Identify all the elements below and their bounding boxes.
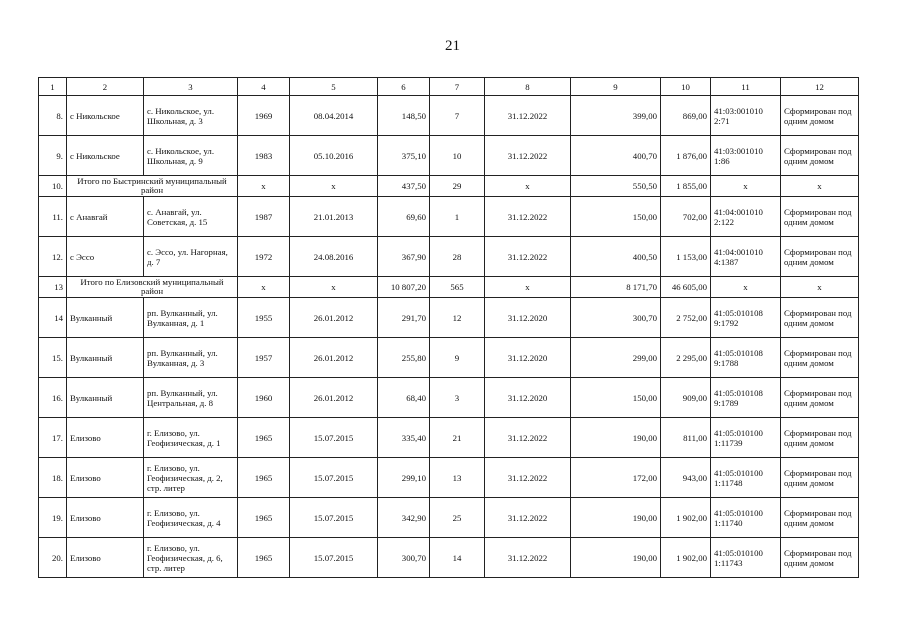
- cost-cell: 1 902,00: [661, 498, 711, 538]
- settlement-cell: Елизово: [67, 418, 144, 458]
- date-cell: 21.01.2013: [290, 197, 378, 237]
- address-cell: г. Елизово, ул. Геофизическая, д. 2, стр. литер: [144, 458, 238, 498]
- row-number-cell: 11.: [39, 197, 67, 237]
- area-cell: 342,90: [378, 498, 430, 538]
- settlement-cell: Елизово: [67, 538, 144, 578]
- year-cell: 1960: [238, 378, 290, 418]
- deadline-cell: 31.12.2020: [485, 298, 571, 338]
- date-cell: 26.01.2012: [290, 378, 378, 418]
- address-cell: г. Елизово, ул. Геофизическая, д. 4: [144, 498, 238, 538]
- address-cell: с. Никольское, ул. Школьная, д. 9: [144, 136, 238, 176]
- year-cell: 1955: [238, 298, 290, 338]
- status-cell: Сформирован под одним домом: [781, 237, 859, 277]
- status-cell: Сформирован под одним домом: [781, 197, 859, 237]
- status-cell: Сформирован под одним домом: [781, 136, 859, 176]
- year-cell: 1972: [238, 237, 290, 277]
- column-header: 8: [485, 78, 571, 96]
- cadastre-cell: 41:05:010100 1:11740: [711, 498, 781, 538]
- deadline-cell: 31.12.2022: [485, 498, 571, 538]
- area-cell: 335,40: [378, 418, 430, 458]
- column-header: 10: [661, 78, 711, 96]
- people-cell: 13: [430, 458, 485, 498]
- cadastre-cell: 41:05:010100 1:11748: [711, 458, 781, 498]
- settlement-cell: с Эссо: [67, 237, 144, 277]
- people-cell: 7: [430, 96, 485, 136]
- status-cell: х: [781, 176, 859, 197]
- people-cell: 14: [430, 538, 485, 578]
- year-cell: х: [238, 176, 290, 197]
- cost-cell: 702,00: [661, 197, 711, 237]
- row-number-cell: 12.: [39, 237, 67, 277]
- deadline-cell: 31.12.2022: [485, 538, 571, 578]
- settlement-cell: Вулканный: [67, 298, 144, 338]
- cost-cell: 1 153,00: [661, 237, 711, 277]
- year-cell: 1965: [238, 458, 290, 498]
- column-header: 2: [67, 78, 144, 96]
- housing-table: [38, 77, 859, 578]
- cadastre-cell: 41:05:010108 9:1788: [711, 338, 781, 378]
- deadline-cell: 31.12.2022: [485, 418, 571, 458]
- status-cell: Сформирован под одним домом: [781, 538, 859, 578]
- cost-cell: 943,00: [661, 458, 711, 498]
- cost-cell: 2 752,00: [661, 298, 711, 338]
- cost-cell: 909,00: [661, 378, 711, 418]
- area2-cell: 400,70: [571, 136, 661, 176]
- area2-cell: 190,00: [571, 538, 661, 578]
- settlement-cell: Вулканный: [67, 378, 144, 418]
- people-cell: 21: [430, 418, 485, 458]
- total-row: [39, 277, 859, 298]
- area-cell: 300,70: [378, 538, 430, 578]
- column-header: 3: [144, 78, 238, 96]
- column-header: 1: [39, 78, 67, 96]
- year-cell: 1965: [238, 538, 290, 578]
- row-number-cell: 16.: [39, 378, 67, 418]
- area2-cell: 172,00: [571, 458, 661, 498]
- status-cell: х: [781, 277, 859, 298]
- address-cell: с. Эссо, ул. Нагорная, д. 7: [144, 237, 238, 277]
- cost-cell: 869,00: [661, 96, 711, 136]
- row-number-cell: 13: [39, 277, 67, 298]
- deadline-cell: х: [485, 176, 571, 197]
- deadline-cell: 31.12.2020: [485, 378, 571, 418]
- settlement-cell: Елизово: [67, 458, 144, 498]
- area2-cell: 550,50: [571, 176, 661, 197]
- year-cell: 1969: [238, 96, 290, 136]
- status-cell: Сформирован под одним домом: [781, 338, 859, 378]
- cost-cell: 46 605,00: [661, 277, 711, 298]
- column-header: 7: [430, 78, 485, 96]
- people-cell: 9: [430, 338, 485, 378]
- year-cell: 1965: [238, 498, 290, 538]
- status-cell: Сформирован под одним домом: [781, 498, 859, 538]
- table-row: [39, 197, 859, 237]
- cadastre-cell: х: [711, 176, 781, 197]
- column-header: 4: [238, 78, 290, 96]
- deadline-cell: 31.12.2022: [485, 197, 571, 237]
- page-number: 21: [445, 38, 460, 54]
- column-header: 12: [781, 78, 859, 96]
- area-cell: 10 807,20: [378, 277, 430, 298]
- area2-cell: 299,00: [571, 338, 661, 378]
- year-cell: 1987: [238, 197, 290, 237]
- people-cell: 29: [430, 176, 485, 197]
- area-cell: 299,10: [378, 458, 430, 498]
- cadastre-cell: х: [711, 277, 781, 298]
- table-row: [39, 378, 859, 418]
- row-number-cell: 15.: [39, 338, 67, 378]
- row-number-cell: 18.: [39, 458, 67, 498]
- people-cell: 10: [430, 136, 485, 176]
- date-cell: 15.07.2015: [290, 458, 378, 498]
- date-cell: х: [290, 176, 378, 197]
- table-row: [39, 338, 859, 378]
- area-cell: 255,80: [378, 338, 430, 378]
- people-cell: 1: [430, 197, 485, 237]
- cost-cell: 2 295,00: [661, 338, 711, 378]
- address-cell: г. Елизово, ул. Геофизическая, д. 6, стр. литер: [144, 538, 238, 578]
- status-cell: Сформирован под одним домом: [781, 378, 859, 418]
- status-cell: Сформирован под одним домом: [781, 96, 859, 136]
- settlement-cell: с Никольское: [67, 96, 144, 136]
- table-row: [39, 237, 859, 277]
- deadline-cell: 31.12.2022: [485, 136, 571, 176]
- area-cell: 437,50: [378, 176, 430, 197]
- cadastre-cell: 41:05:010108 9:1792: [711, 298, 781, 338]
- cost-cell: 1 855,00: [661, 176, 711, 197]
- table-row: [39, 538, 859, 578]
- date-cell: 15.07.2015: [290, 538, 378, 578]
- area2-cell: 400,50: [571, 237, 661, 277]
- row-number-cell: 9.: [39, 136, 67, 176]
- cadastre-cell: 41:03:001010 1:86: [711, 136, 781, 176]
- deadline-cell: 31.12.2022: [485, 458, 571, 498]
- date-cell: 08.04.2014: [290, 96, 378, 136]
- table-body: [39, 78, 859, 578]
- deadline-cell: х: [485, 277, 571, 298]
- status-cell: Сформирован под одним домом: [781, 458, 859, 498]
- date-cell: 26.01.2012: [290, 298, 378, 338]
- cost-cell: 1 902,00: [661, 538, 711, 578]
- row-number-cell: 8.: [39, 96, 67, 136]
- date-cell: х: [290, 277, 378, 298]
- settlement-cell: Елизово: [67, 498, 144, 538]
- settlement-cell: Вулканный: [67, 338, 144, 378]
- column-header: 6: [378, 78, 430, 96]
- table-row: [39, 96, 859, 136]
- total-label-cell: Итого по Быстринский муниципальный район: [67, 176, 238, 197]
- address-cell: рп. Вулканный, ул. Вулканная, д. 3: [144, 338, 238, 378]
- deadline-cell: 31.12.2020: [485, 338, 571, 378]
- area2-cell: 399,00: [571, 96, 661, 136]
- row-number-cell: 19.: [39, 498, 67, 538]
- table-row: [39, 136, 859, 176]
- column-header: 11: [711, 78, 781, 96]
- area-cell: 68,40: [378, 378, 430, 418]
- year-cell: 1983: [238, 136, 290, 176]
- settlement-cell: с Анавгай: [67, 197, 144, 237]
- area-cell: 291,70: [378, 298, 430, 338]
- cadastre-cell: 41:04:001010 2:122: [711, 197, 781, 237]
- cost-cell: 1 876,00: [661, 136, 711, 176]
- year-cell: х: [238, 277, 290, 298]
- date-cell: 15.07.2015: [290, 498, 378, 538]
- cadastre-cell: 41:05:010100 1:11739: [711, 418, 781, 458]
- status-cell: Сформирован под одним домом: [781, 418, 859, 458]
- date-cell: 26.01.2012: [290, 338, 378, 378]
- table-row: [39, 298, 859, 338]
- area2-cell: 150,00: [571, 197, 661, 237]
- cadastre-cell: 41:03:001010 2:71: [711, 96, 781, 136]
- cost-cell: 811,00: [661, 418, 711, 458]
- area2-cell: 190,00: [571, 498, 661, 538]
- area-cell: 375,10: [378, 136, 430, 176]
- people-cell: 25: [430, 498, 485, 538]
- status-cell: Сформирован под одним домом: [781, 298, 859, 338]
- column-header: 5: [290, 78, 378, 96]
- cadastre-cell: 41:05:010100 1:11743: [711, 538, 781, 578]
- header-row: [39, 78, 859, 96]
- address-cell: рп. Вулканный, ул. Вулканная, д. 1: [144, 298, 238, 338]
- deadline-cell: 31.12.2022: [485, 96, 571, 136]
- table-row: [39, 458, 859, 498]
- address-cell: с. Анавгай, ул. Советская, д. 15: [144, 197, 238, 237]
- date-cell: 15.07.2015: [290, 418, 378, 458]
- table-row: [39, 498, 859, 538]
- cadastre-cell: 41:04:001010 4:1387: [711, 237, 781, 277]
- address-cell: с. Никольское, ул. Школьная, д. 3: [144, 96, 238, 136]
- row-number-cell: 10.: [39, 176, 67, 197]
- people-cell: 28: [430, 237, 485, 277]
- area-cell: 367,90: [378, 237, 430, 277]
- row-number-cell: 17.: [39, 418, 67, 458]
- area-cell: 69,60: [378, 197, 430, 237]
- people-cell: 565: [430, 277, 485, 298]
- address-cell: г. Елизово, ул. Геофизическая, д. 1: [144, 418, 238, 458]
- area2-cell: 8 171,70: [571, 277, 661, 298]
- cadastre-cell: 41:05:010108 9:1789: [711, 378, 781, 418]
- column-header: 9: [571, 78, 661, 96]
- year-cell: 1965: [238, 418, 290, 458]
- total-label-cell: Итого по Елизовский муниципальный район: [67, 277, 238, 298]
- people-cell: 3: [430, 378, 485, 418]
- deadline-cell: 31.12.2022: [485, 237, 571, 277]
- year-cell: 1957: [238, 338, 290, 378]
- area-cell: 148,50: [378, 96, 430, 136]
- row-number-cell: 20.: [39, 538, 67, 578]
- settlement-cell: с Никольское: [67, 136, 144, 176]
- area2-cell: 150,00: [571, 378, 661, 418]
- address-cell: рп. Вулканный, ул. Центральная, д. 8: [144, 378, 238, 418]
- people-cell: 12: [430, 298, 485, 338]
- total-row: [39, 176, 859, 197]
- area2-cell: 190,00: [571, 418, 661, 458]
- date-cell: 05.10.2016: [290, 136, 378, 176]
- area2-cell: 300,70: [571, 298, 661, 338]
- table-row: [39, 418, 859, 458]
- row-number-cell: 14: [39, 298, 67, 338]
- date-cell: 24.08.2016: [290, 237, 378, 277]
